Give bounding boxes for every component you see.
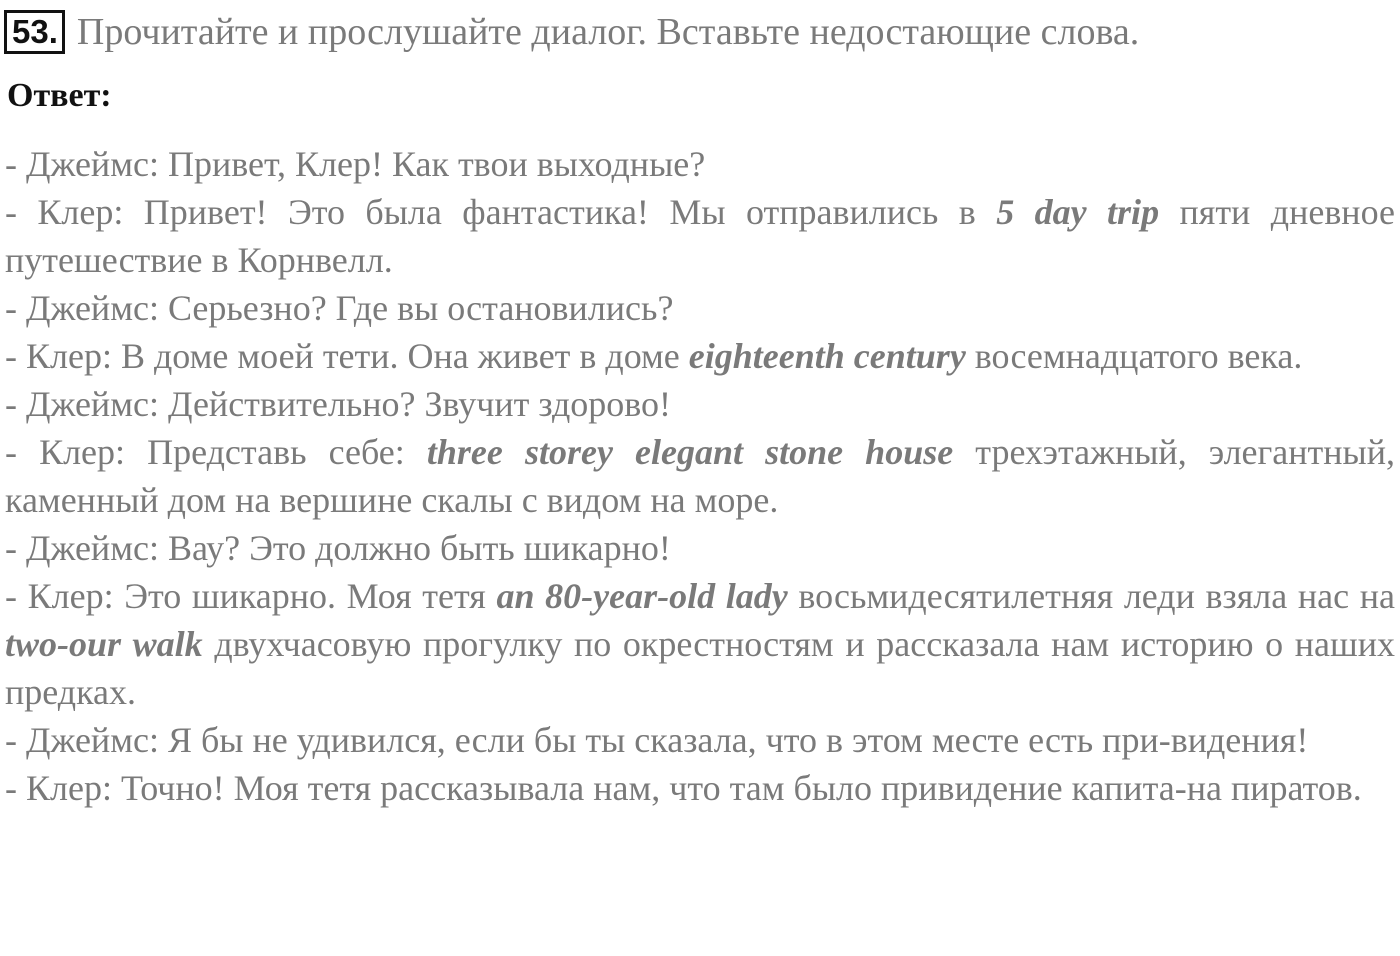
inserted-word: eighteenth century: [688, 336, 966, 376]
dialog-line-5: - Джеймс: Действительно? Звучит здорово!: [5, 384, 672, 424]
dialog-line-6: - Клер: Представь себе: three storey elegant stone house трехэтажный, элегантный, каменный дом на вершине скалы с видом на море.: [5, 432, 1395, 520]
dialog-line-7: - Джеймс: Вау? Это должно быть шикарно!: [5, 528, 671, 568]
exercise-header: [4, 8, 1139, 56]
dialog-line-1: - Джеймс: Привет, Клер! Как твои выходные?: [5, 144, 706, 184]
inserted-word: three storey elegant stone house: [426, 432, 954, 472]
dialog-line-10: - Клер: Точно! Моя тетя рассказывала нам, что там было привидение капита-на пиратов.: [5, 768, 1362, 808]
inserted-word: 5 day trip: [996, 192, 1160, 232]
inserted-word: an 80-year-old lady: [496, 576, 788, 616]
dialog-line-3: - Джеймс: Серьезно? Где вы остановились?: [5, 288, 674, 328]
inserted-word: two-our walk: [5, 624, 203, 664]
dialog: [5, 140, 1395, 812]
dialog-line-9: - Джеймс: Я бы не удивился, если бы ты сказала, что в этом месте есть при-видения!: [5, 720, 1309, 760]
exercise-task: Прочитайте и прослушайте диалог. Вставьте недостающие слова.: [76, 11, 1140, 53]
dialog-line-4: - Клер: В доме моей тети. Она живет в доме eighteenth century восемнадцатого века.: [5, 336, 1303, 376]
dialog-line-8: - Клер: Это шикарно. Моя тетя an 80-year-old lady восьмидесятилетняя леди взяла нас на two-our walk двухчасовую прогулку по окрестностям и рассказала нам историю о наших предках.: [5, 576, 1396, 712]
answer-label: Ответ:: [7, 77, 112, 114]
exercise-number: 53.: [4, 10, 65, 54]
dialog-line-2: - Клер: Привет! Это была фантастика! Мы отправились в 5 day trip пяти дневное путешествие в Корнвелл.: [5, 192, 1395, 280]
